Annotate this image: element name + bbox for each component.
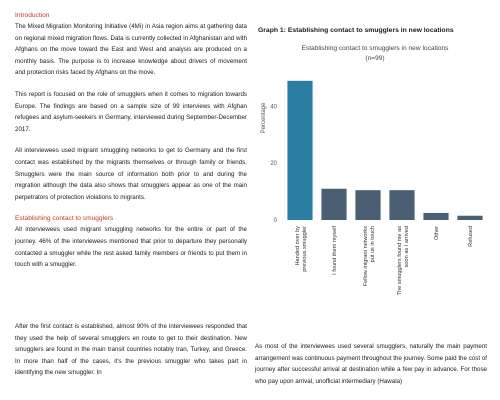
x-tick-label-line: previous smuggler [302,226,308,272]
x-tick-label-line: The smugglers found me as [397,226,403,296]
bar [321,189,346,220]
x-tick-label [295,226,308,272]
bottom-right-text [255,341,487,397]
x-tick-label [397,226,410,296]
bar [287,81,312,220]
y-tick-label: 20 [270,161,277,168]
intro-paragraph-2: This report is focused on the role of smugglers when it comes to migration towards Europe. The findings are based on a sample size of 99 interviews with Afghan refugees and asylum-seekers in Germany, interviewed during September-December 2017. [15,90,247,133]
y-axis-label: Percentage [261,102,267,134]
bottom-right-paragraph: As most of the interviewees used several smugglers, naturally the main payment arrangement was continuous payment throughout the journey. Some paid the cost of journey after successful arrival at destination while a few pay in advance. For those who pay upon arrival, unofficial intermediary (Hawala) [255,343,487,385]
bottom-left-text [15,321,247,389]
bar [423,213,448,220]
bar-chart [255,40,495,315]
bar [389,190,414,220]
bar [355,190,380,220]
y-tick-label: 40 [270,104,277,111]
x-tick-label [468,226,474,247]
chart-svg [255,40,495,315]
bottom-left-paragraph: After the first contact is established, almost 90% of the interviewees responded that they used the help of several smugglers en route to get to their destination. New smugglers are found in the main transit countries notably Iran, Turkey, and Greece. In more than half of the cases, it's the previous smuggler who takes part in identifying the new smuggler. In [15,323,247,377]
chart-subtitle: (n=99) [365,55,385,62]
bar [457,216,482,220]
graph-caption: Graph 1: Establishing contact to smugglers in new locations [258,27,454,34]
x-tick-label [434,226,440,240]
intro-heading: Introduction [15,12,50,19]
x-tick-label [332,226,338,275]
x-tick-label-line: Refused [468,226,474,247]
chart-title: Establishing contact to smugglers in new locations [301,45,449,52]
x-tick-label [363,226,376,287]
left-column [15,10,247,281]
x-tick-label-line: put us in touch [370,226,376,263]
y-tick-label: 0 [273,218,277,224]
x-tick-label-line: Fellow migrant networks [363,226,369,287]
section-paragraph-contact: All interviewees used migrant smuggling networks for the entire or part of the journey. 46% of the interviewees mentioned that prior to departure they personally contacted a smuggler while the rest asked family members or friends to put them in touch with a smuggler. [15,226,247,269]
intro-paragraph-1: The Mixed Migration Monitoring Initiative (4Mi) in Asia region aims at gathering data on regional mixed migration flows. Data is currently collected in Afghanistan and with Afghans on the move toward the East and West and analysis are produced on a monthly basis. The purpose is to increase knowledge about drivers of movement and protection risks faced by Afghans on the move. [15,23,247,77]
x-tick-label-line: I found them myself [332,226,338,275]
x-tick-label-line: soon as I arrived [404,226,410,268]
x-tick-label-line: Handed over by [295,226,301,266]
intro-paragraph-3: All interviewees used migrant smuggling networks to get to Germany and the first contact was established by the migrants themselves or through family or friends. Smugglers were the main source of information both prior to and during the migration although the data also shows that smugglers appear as one of the main perpetrators of protection violations to migrants. [15,147,247,201]
x-tick-label-line: Other [434,226,440,240]
section-heading-contact: Establishing contact to smugglers [15,215,114,223]
